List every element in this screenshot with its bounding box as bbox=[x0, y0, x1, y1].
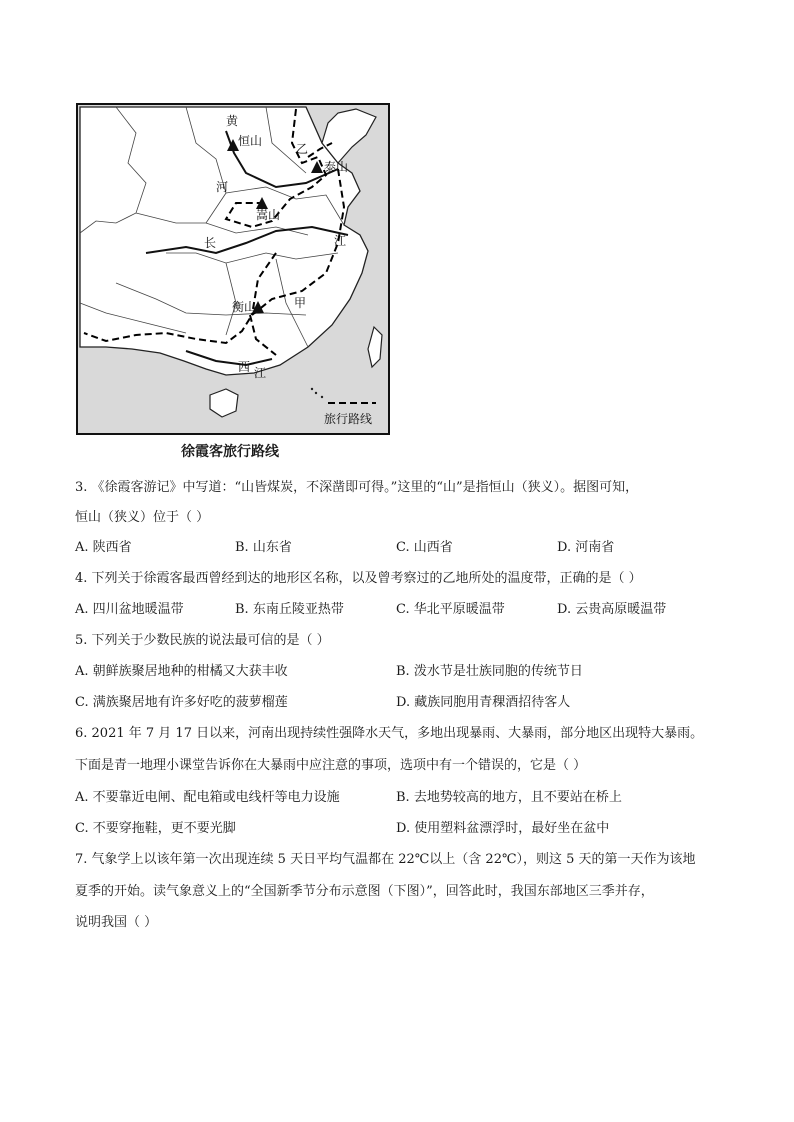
q4-option-b[interactable]: B. 东南丘陵亚热带 bbox=[235, 602, 344, 617]
q7-line-1: 7. 气象学上以该年第一次出现连续 5 天日平均气温都在 22℃以上（含 22℃），则这 5 天的第一天作为该地 bbox=[75, 852, 696, 867]
label-songshan: 嵩山 bbox=[256, 208, 281, 222]
label-xi: 西 bbox=[238, 360, 251, 374]
label-xijiang: 江 bbox=[254, 366, 267, 380]
q5-line-1: 5. 下列关于少数民族的说法最可信的是（ ） bbox=[75, 633, 330, 648]
q6-line-1: 6. 2021 年 7 月 17 日以来，河南出现持续性强降水天气，多地出现暴雨、大暴雨，部分地区出现特大暴雨。 bbox=[75, 726, 704, 741]
q6-option-a[interactable]: A. 不要靠近电闸、配电箱或电线杆等电力设施 bbox=[75, 790, 340, 805]
q5-option-c[interactable]: C. 满族聚居地有许多好吃的菠萝榴莲 bbox=[75, 695, 288, 710]
travel-route-map bbox=[76, 103, 390, 435]
label-he: 河 bbox=[216, 180, 229, 194]
label-huang: 黄 bbox=[226, 114, 239, 128]
q3-line-2: 恒山（狭义）位于（ ） bbox=[75, 510, 210, 525]
q3-option-a[interactable]: A. 陕西省 bbox=[75, 540, 132, 555]
figure-caption: 徐霞客旅行路线 bbox=[181, 444, 279, 460]
map-svg bbox=[76, 103, 390, 435]
q3-option-d[interactable]: D. 河南省 bbox=[557, 540, 615, 555]
label-hengshan-north: 恒山 bbox=[238, 134, 263, 148]
q6-line-2: 下面是青一地理小课堂告诉你在大暴雨中应注意的事项，选项中有一个错误的，它是（ ） bbox=[75, 758, 587, 773]
q5-option-b[interactable]: B. 泼水节是壮族同胞的传统节日 bbox=[396, 664, 583, 679]
label-chang: 长 bbox=[204, 236, 217, 250]
q4-line-1: 4. 下列关于徐霞客最西曾经到达的地形区名称，以及曾考察过的乙地所处的温度带，正确的是（ ） bbox=[75, 571, 642, 586]
q4-option-a[interactable]: A. 四川盆地暖温带 bbox=[75, 602, 184, 617]
q6-option-c[interactable]: C. 不要穿拖鞋，更不要光脚 bbox=[75, 821, 236, 836]
q3-option-b[interactable]: B. 山东省 bbox=[235, 540, 292, 555]
q7-line-2: 夏季的开始。读气象意义上的“全国新季节分布示意图（下图）”，回答此时，我国东部地区三季并存， bbox=[75, 884, 654, 899]
q7-line-3: 说明我国（ ） bbox=[75, 915, 158, 930]
label-taishan: 泰山 bbox=[324, 160, 349, 174]
label-hengshan-south: 衡山 bbox=[232, 300, 257, 314]
label-jiang: 江 bbox=[334, 234, 347, 248]
q4-option-d[interactable]: D. 云贵高原暖温带 bbox=[557, 602, 667, 617]
q6-option-d[interactable]: D. 使用塑料盆漂浮时，最好坐在盆中 bbox=[396, 821, 610, 836]
label-jia: 甲 bbox=[294, 296, 307, 310]
q4-option-c[interactable]: C. 华北平原暖温带 bbox=[396, 602, 505, 617]
label-yi: 乙 bbox=[296, 142, 309, 156]
q5-option-d[interactable]: D. 藏族同胞用青稞酒招待客人 bbox=[396, 695, 571, 710]
q6-option-b[interactable]: B. 去地势较高的地方，且不要站在桥上 bbox=[396, 790, 622, 805]
q3-line-1: 3. 《徐霞客游记》中写道：“山皆煤炭，不深凿即可得。”这里的“山”是指恒山（狭义）。据图可知， bbox=[75, 480, 639, 495]
q3-option-c[interactable]: C. 山西省 bbox=[396, 540, 453, 555]
q5-option-a[interactable]: A. 朝鲜族聚居地种的柑橘又大获丰收 bbox=[75, 664, 288, 679]
legend-label: 旅行路线 bbox=[324, 412, 373, 426]
